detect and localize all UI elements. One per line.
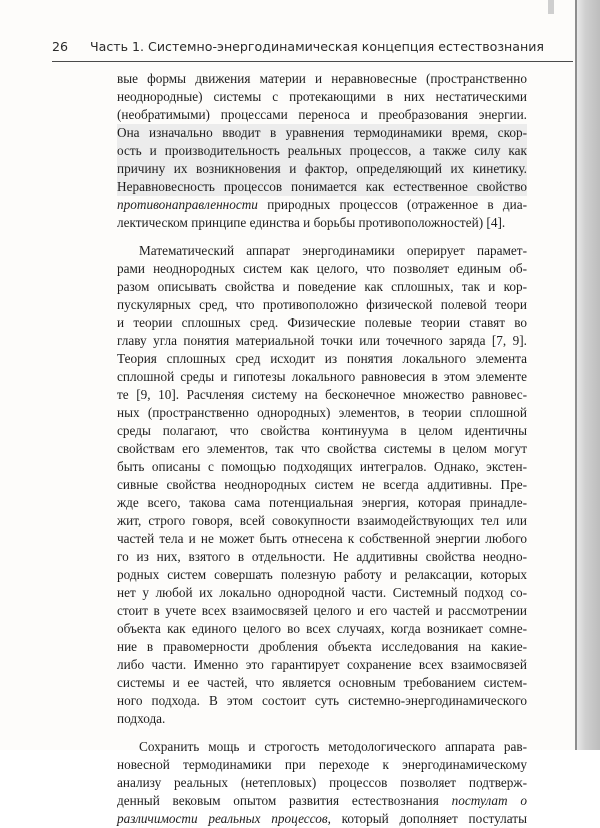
emphasis: противонаправленности — [117, 197, 258, 212]
text-line: те [9, 10]. Расчленяя систему на бесконечное множество равновес- — [117, 387, 527, 402]
text-line: рами неоднородных систем как целого, что позволяет единым об- — [117, 261, 527, 276]
text-line: свойствам его элементов, так что свойства системы в целом могут — [117, 441, 527, 456]
text-line: жит, строго говоря, всей совокупности взаимодействующих тел или — [117, 513, 527, 528]
text-line: анализу реальных (нетепловых) процессов позволяет подтверж- — [117, 775, 527, 790]
text-line: подхода. — [117, 711, 166, 726]
page-number: 26 — [52, 39, 69, 54]
text-line: сплошной среды и гипотезы локального равновесия в этом элементе — [117, 369, 527, 384]
text-line: системы и ее частей, что является основным требованием систем- — [117, 675, 527, 690]
text-line: различимости реальных процессов, который дополняет постулаты — [117, 811, 527, 826]
text-line: среды полагают, что свойства континуума в целом идентичны — [117, 423, 527, 438]
page-edge-line — [575, 0, 577, 750]
header-rule — [52, 61, 573, 62]
paragraph — [117, 242, 527, 728]
text-line: разом описывать свойства и поведение как сплошных, так и кор- — [117, 279, 527, 294]
text-line: лектическом принципе единства и борьбы противоположностей) [4]. — [117, 215, 506, 230]
text-line: причину их возникновения и фактор, определяющий их кинетику. — [117, 161, 527, 176]
text-line: сивные свойства неоднородных систем не всегда аддитивны. Пре- — [117, 477, 527, 492]
emphasis: постулат о — [451, 793, 527, 808]
text-line: новесной термодинамики при переходе к энергодинамическому — [117, 757, 527, 772]
page-edge-shadow — [577, 0, 600, 750]
text-line: вые формы движения материи и неравновесные (пространственно — [117, 71, 527, 86]
emphasis: различимости реальных процессов — [117, 811, 328, 826]
text-line: (необратимыми) процессами переноса и преобразования энергии. — [117, 107, 527, 122]
text-line: ние в правомерности дробления объекта исследования на какие- — [117, 639, 527, 654]
body-text — [117, 70, 527, 828]
paragraph — [117, 738, 527, 828]
text-line: Математический аппарат энергодинамики оперирует парамет- — [139, 243, 527, 258]
text-line: быть описаны с помощью подходящих интегралов. Однако, экстен- — [117, 459, 527, 474]
text-line: Неравновесность процессов понимается как естественное свойство — [117, 179, 527, 194]
text-line: го из них, взятого в отдельности. Не аддитивны свойства неодно- — [117, 549, 527, 564]
text-line: стоит в учете всех взаимосвязей целого и его частей и рассмотрении — [117, 603, 527, 618]
text-line: родных систем совершать полезную работу и релаксации, которых — [117, 567, 527, 582]
text-line: противонаправленности природных процессов (отраженное в диа- — [117, 197, 527, 212]
text-line: ость и производительность реальных процессов, а также силу как — [117, 143, 527, 158]
text-line: Она изначально вводит в уравнения термодинамики время, скор- — [117, 125, 527, 140]
text-line: Сохранить мощь и строгость методологического аппарата рав- — [139, 739, 527, 754]
paragraph — [117, 70, 527, 232]
text-line: пускулярных сред, что противоположно физической полевой теори — [117, 297, 527, 312]
text-line: либо части. Именно это гарантирует сохранение всех взаимосвязей — [117, 657, 527, 672]
text-line: неоднородные) системы с протекающими в них нестатическими — [117, 89, 527, 104]
text-line: жде всего, такова сама потенциальная энергия, которая принадле- — [117, 495, 527, 510]
text-line: главу угла понятия материальной точки или точечного заряда [7, 9]. — [117, 333, 527, 348]
text-line: объекта как единого целого во всех случаях, когда возникает сомне- — [117, 621, 527, 636]
text-line: ных (пространственно однородных) элементов, в теории сплошной — [117, 405, 527, 420]
text-line: и теории сплошных сред. Физические полевые теории ставят во — [117, 315, 527, 330]
running-title: Часть 1. Системно-энергодинамическая концепция естествознания — [90, 39, 545, 54]
text-line: ного подхода. В этом состоит суть системно-энергодинамического — [117, 693, 527, 708]
text-line: денный вековым опытом развития естествознания постулат о — [117, 793, 527, 808]
running-header — [52, 39, 562, 54]
text-line: нет у любой их локально однородной части. Системный подход со- — [117, 585, 527, 600]
page-corner-mark — [548, 0, 554, 14]
text-line: Теория сплошных сред исходит из понятия локального элемента — [117, 351, 527, 366]
text-line: частей тела и не может быть отнесена к собственной энергии любого — [117, 531, 527, 546]
